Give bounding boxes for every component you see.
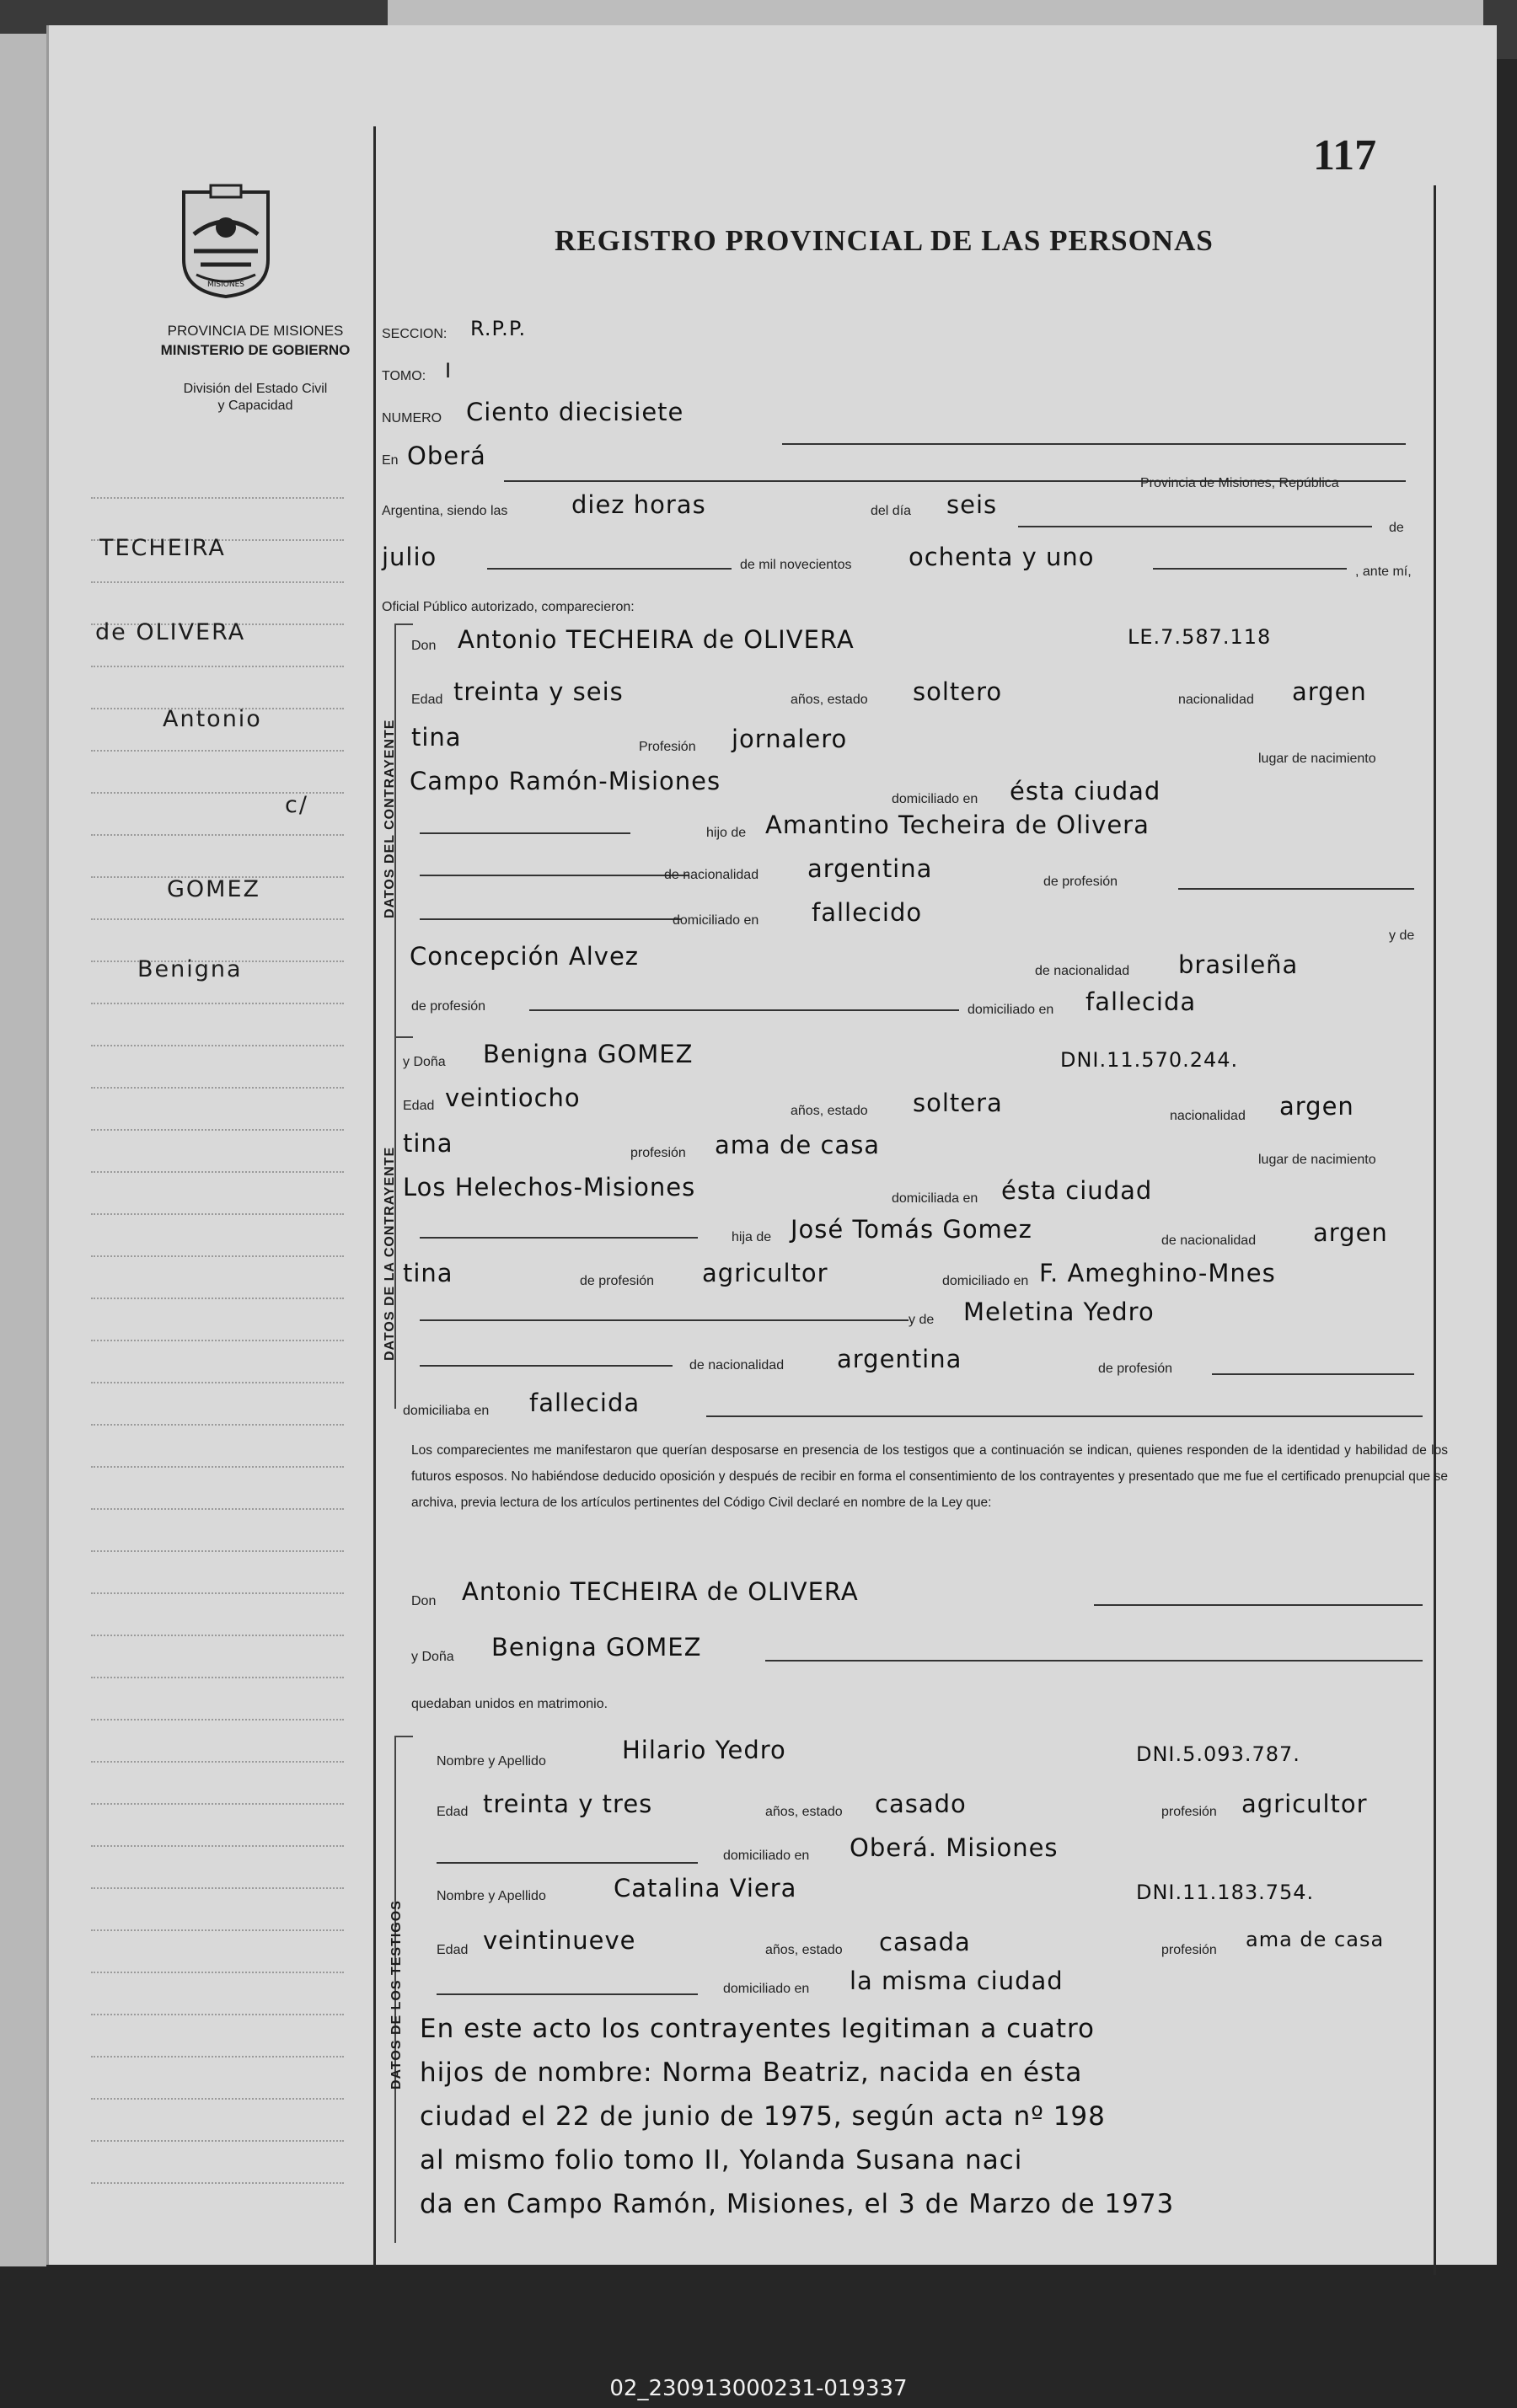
value-tomo: I (445, 359, 453, 383)
label-domiciliado: domiciliado en (892, 792, 978, 806)
label-de-profesion: de profesión (1043, 875, 1118, 889)
fill-line (420, 832, 630, 834)
margin-ruled-line (91, 1255, 344, 1257)
value-bride-nationality-cont: tina (403, 1129, 453, 1158)
margin-ruled-line (91, 918, 344, 920)
value-bride-doc: DNI.11.570.244. (1060, 1048, 1239, 1072)
value-father-domicile: fallecido (812, 898, 923, 927)
label-y-de: y de (1389, 928, 1415, 943)
label-seccion: SECCION: (382, 327, 448, 341)
label-anos-estado: años, estado (791, 693, 868, 707)
label-de-nacionalidad: de nacionalidad (664, 868, 759, 882)
label-ante-mi: , ante mí, (1355, 565, 1412, 579)
margin-ruled-line (91, 1761, 344, 1763)
label-anos-estado-t2: años, estado (765, 1943, 843, 1957)
org-province: PROVINCIA DE MISIONES (167, 323, 344, 339)
label-oficial: Oficial Público autorizado, comparecieron: (382, 600, 635, 614)
label-profesion-novia: profesión (630, 1146, 686, 1160)
margin-ruled-line (91, 666, 344, 667)
label-y-dona-declaracion: y Doña (411, 1650, 454, 1664)
margin-ruled-line (91, 1087, 344, 1089)
value-anio: ochenta y uno (909, 543, 1095, 571)
value-groom-nationality-cont: tina (411, 723, 462, 752)
value-bride-father-nationality-cont: tina (403, 1259, 453, 1287)
margin-ruled-line (91, 1803, 344, 1805)
fill-line (420, 918, 681, 920)
label-domiciliado-t2: domiciliado en (723, 1982, 810, 1996)
fill-line (437, 1993, 698, 1995)
margin-note-name: Antonio (163, 706, 262, 732)
label-domiciliado-padre: domiciliado en (673, 913, 759, 928)
value-witness1-domicile: Oberá. Misiones (850, 1833, 1059, 1862)
value-groom-domicile: ésta ciudad (1010, 777, 1161, 805)
value-witness1-name: Hilario Yedro (622, 1736, 786, 1764)
observation-line-1: En este acto los contrayentes legitiman a cuatro (420, 2014, 1096, 2044)
section-label-testigos: DATOS DE LOS TESTIGOS (389, 1900, 404, 2090)
label-edad-t2: Edad (437, 1943, 469, 1957)
fill-line (1018, 526, 1372, 527)
margin-rule (373, 126, 376, 2266)
label-argentina: Argentina, siendo las (382, 504, 508, 518)
margin-ruled-line (91, 1972, 344, 1973)
margin-ruled-line (91, 2056, 344, 2058)
margin-ruled-line (91, 1045, 344, 1046)
label-domiciliada: domiciliada en (892, 1191, 978, 1206)
value-dia: seis (946, 490, 998, 519)
label-de-nacionalidad-padre2: de nacionalidad (1161, 1233, 1257, 1248)
margin-ruled-line (91, 2140, 344, 2142)
svg-text:MISIONES: MISIONES (206, 281, 245, 289)
margin-ruled-line (91, 1424, 344, 1426)
org-ministry: MINISTERIO DE GOBIERNO (160, 342, 351, 358)
fill-line (420, 1365, 673, 1367)
label-edad: Edad (411, 693, 443, 707)
label-de-mil: de mil novecientos (740, 558, 852, 572)
margin-ruled-line (91, 1298, 344, 1299)
page-title: REGISTRO PROVINCIAL DE LAS PERSONAS (555, 224, 1214, 257)
label-y-de-madre2: y de (909, 1313, 935, 1327)
value-bride-status: soltera (913, 1089, 1003, 1117)
value-lugar: Oberá (407, 441, 486, 470)
fill-line (437, 1862, 698, 1864)
value-witness1-profession: agricultor (1241, 1790, 1368, 1818)
value-witness1-status: casado (875, 1790, 967, 1818)
label-de-profesion-madre: de profesión (411, 999, 486, 1014)
value-witness2-profession: ama de casa (1246, 1928, 1385, 1951)
value-bride-father-domicile: F. Ameghino-Mnes (1039, 1259, 1276, 1287)
margin-ruled-line (91, 1887, 344, 1889)
margin-ruled-line (91, 1929, 344, 1931)
fill-line (706, 1415, 1423, 1417)
margin-ruled-line (91, 1508, 344, 1510)
provincial-crest-seal (175, 184, 276, 300)
margin-ruled-line (91, 1719, 344, 1720)
label-tomo: TOMO: (382, 369, 426, 383)
value-bride-profession: ama de casa (715, 1131, 881, 1159)
label-domiciliado-padre2: domiciliado en (942, 1274, 1029, 1288)
value-seccion: R.P.P. (470, 317, 527, 340)
value-mother: Concepción Alvez (410, 942, 640, 971)
org-division: División del Estado Civil y Capacidad (183, 382, 328, 413)
observation-line-3: ciudad el 22 de junio de 1975, según acta nº 198 (420, 2101, 1106, 2132)
value-witness2-name: Catalina Viera (614, 1874, 797, 1902)
label-profesion-t1: profesión (1161, 1805, 1217, 1819)
margin-ruled-line (91, 1677, 344, 1678)
value-bride-age: veintiocho (445, 1084, 581, 1112)
value-groom-name: Antonio TECHEIRA de OLIVERA (458, 625, 855, 654)
margin-ruled-line (91, 1845, 344, 1847)
margin-ruled-line (91, 1171, 344, 1173)
folio-number: 117 (1313, 131, 1377, 179)
label-domiciliado-madre: domiciliado en (968, 1003, 1054, 1017)
value-groom-age: treinta y seis (453, 677, 624, 706)
label-de-nacionalidad-madre: de nacionalidad (1035, 964, 1130, 978)
label-hijo-de: hijo de (706, 826, 747, 840)
margin-ruled-line (91, 1635, 344, 1636)
margin-note-bride-surname: GOMEZ (167, 876, 261, 902)
margin-ruled-line (91, 1466, 344, 1468)
label-profesion-t2: profesión (1161, 1943, 1217, 1957)
section-label-contrayente: DATOS DEL CONTRAYENTE (383, 719, 397, 918)
label-lugar-nacimiento-novia: lugar de nacimiento (1258, 1153, 1376, 1167)
label-de-profesion-madre2: de profesión (1098, 1362, 1173, 1376)
margin-note-surname: TECHEIRA (99, 535, 226, 561)
value-father-nationality: argentina (807, 854, 933, 883)
fill-line (1178, 888, 1414, 890)
label-anos-estado-novia: años, estado (791, 1104, 868, 1118)
margin-ruled-line (91, 2014, 344, 2015)
fill-line (420, 1319, 909, 1321)
label-provincia: Provincia de Misiones, República (1140, 476, 1339, 490)
value-bride-domicile: ésta ciudad (1001, 1176, 1153, 1205)
value-bride-mother-domicile: fallecida (529, 1389, 641, 1417)
value-bride-father-nationality: argen (1313, 1218, 1388, 1247)
label-anos-estado-t1: años, estado (765, 1805, 843, 1819)
fill-line (487, 568, 732, 570)
margin-ruled-line (91, 1213, 344, 1215)
margin-ruled-line (91, 581, 344, 583)
value-father: Amantino Techeira de Olivera (765, 811, 1150, 839)
label-nacionalidad: nacionalidad (1178, 693, 1254, 707)
value-bride-nationality: argen (1279, 1092, 1354, 1121)
value-declared-groom: Antonio TECHEIRA de OLIVERA (462, 1577, 859, 1606)
label-don-declaracion: Don (411, 1594, 437, 1608)
margin-note-surname2: de OLIVERA (95, 619, 246, 645)
label-y-dona: y Doña (403, 1055, 446, 1069)
register-page (46, 25, 1497, 2265)
fill-line (1212, 1373, 1414, 1375)
margin-note-bride-name: Benigna (137, 956, 243, 982)
margin-ruled-line (91, 2182, 344, 2184)
value-bride-mother-nationality: argentina (837, 1345, 962, 1373)
label-de-profesion-padre2: de profesión (580, 1274, 655, 1288)
fill-line (1094, 1604, 1423, 1606)
value-witness2-doc: DNI.11.183.754. (1136, 1881, 1315, 1904)
label-lugar-nacimiento: lugar de nacimiento (1258, 752, 1376, 766)
value-witness2-status: casada (879, 1928, 971, 1956)
margin-ruled-line (91, 1592, 344, 1594)
margin-ruled-line (91, 834, 344, 836)
label-de-nacionalidad-madre2: de nacionalidad (689, 1358, 785, 1373)
fill-line (1153, 568, 1347, 570)
margin-ruled-line (91, 1550, 344, 1552)
label-en: En (382, 453, 399, 468)
label-numero: NUMERO (382, 411, 442, 425)
label-quedaban: quedaban unidos en matrimonio. (411, 1697, 608, 1711)
label-nombre-apellido-t2: Nombre y Apellido (437, 1889, 546, 1903)
value-bride-father: José Tomás Gomez (791, 1215, 1032, 1244)
margin-ruled-line (91, 1340, 344, 1341)
label-domiciliado-t1: domiciliado en (723, 1849, 810, 1863)
value-groom-status: soltero (913, 677, 1003, 706)
value-witness1-age: treinta y tres (483, 1790, 653, 1818)
value-mother-nationality: brasileña (1178, 950, 1299, 979)
value-hora: diez horas (571, 490, 706, 519)
label-de: de (1389, 521, 1404, 535)
margin-ruled-line (91, 1003, 344, 1004)
value-declared-bride: Benigna GOMEZ (491, 1633, 702, 1662)
fill-line (782, 443, 1406, 445)
value-bride-mother: Meletina Yedro (963, 1298, 1155, 1326)
label-don: Don (411, 639, 437, 653)
value-groom-birthplace: Campo Ramón-Misiones (410, 767, 721, 795)
value-mes: julio (382, 543, 437, 571)
fill-line (765, 1660, 1423, 1662)
label-hija-de: hija de (732, 1230, 772, 1244)
section-label-contrayenta: DATOS DE LA CONTRAYENTE (383, 1146, 397, 1361)
value-groom-nationality: argen (1292, 677, 1367, 706)
value-witness2-domicile: la misma ciudad (850, 1967, 1064, 1995)
fill-line (529, 1009, 959, 1011)
observation-line-2: hijos de nombre: Norma Beatriz, nacida en ésta (420, 2058, 1083, 2088)
value-numero: Ciento diecisiete (466, 398, 684, 426)
value-witness1-doc: DNI.5.093.787. (1136, 1742, 1300, 1766)
scan-footer-code: 02_230913000231-019337 (609, 2376, 908, 2401)
label-nombre-apellido-t1: Nombre y Apellido (437, 1754, 546, 1769)
observation-line-4: al mismo folio tomo II, Yolanda Susana naci (420, 2145, 1023, 2175)
margin-note-connector: c/ (285, 792, 308, 818)
value-mother-domicile: fallecida (1085, 987, 1197, 1016)
value-bride-birthplace: Los Helechos-Misiones (403, 1173, 696, 1201)
value-bride-father-profession: agricultor (702, 1259, 828, 1287)
book-binding-edge (0, 34, 46, 2266)
margin-ruled-line (91, 497, 344, 499)
margin-ruled-line (91, 1129, 344, 1131)
label-edad-novia: Edad (403, 1099, 435, 1113)
label-profesion: Profesión (639, 740, 696, 754)
declaration-paragraph: Los comparecientes me manifestaron que querían desposarse en presencia de los testigos que a continuación se indican, quienes responden de la identidad y habilidad de los futuros esposos. No habiéndose deducido oposición y después de recibir en forma el consentimiento de los contrayentes y presentado que me fue el certificado prenupcial que se archiva, previa lectura de los artículos pertinentes del Código Civil declaré en nombre de la Ley que: (411, 1443, 1448, 1510)
value-bride-name: Benigna GOMEZ (483, 1040, 694, 1068)
label-nacionalidad-novia: nacionalidad (1170, 1109, 1246, 1123)
fill-line (420, 875, 689, 876)
fill-line (420, 1237, 698, 1239)
label-del-dia: del día (871, 504, 912, 518)
margin-ruled-line (91, 2098, 344, 2100)
value-groom-profession: jornalero (732, 725, 848, 753)
margin-ruled-line (91, 1382, 344, 1383)
value-witness2-age: veintinueve (483, 1926, 636, 1955)
value-groom-doc: LE.7.587.118 (1128, 625, 1272, 649)
label-domiciliaba: domiciliaba en (403, 1404, 490, 1418)
label-edad-t1: Edad (437, 1805, 469, 1819)
observation-line-5: da en Campo Ramón, Misiones, el 3 de Marzo de 1973 (420, 2189, 1175, 2219)
margin-ruled-line (91, 750, 344, 752)
right-rule (1434, 185, 1436, 2275)
